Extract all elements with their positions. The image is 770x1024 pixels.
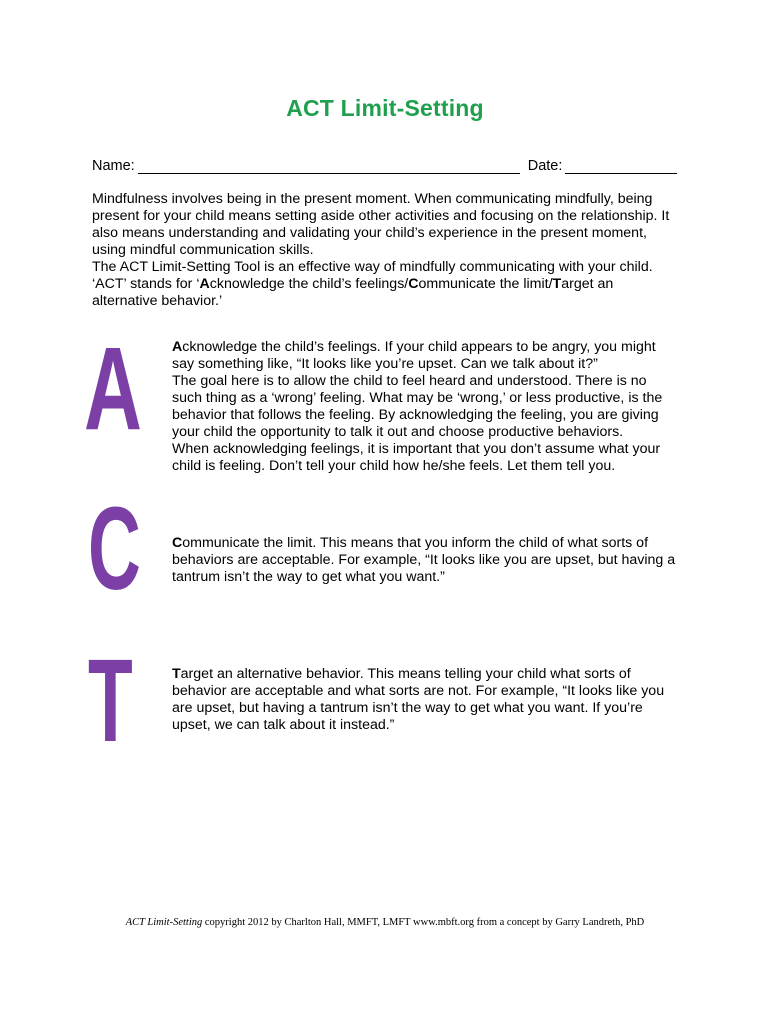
copyright-footer — [0, 917, 770, 928]
acknowledge-paragraph-2: The goal here is to allow the child to feel heard and understood. There is no such thing as a ‘wrong’ feeling. What may be ‘wrong,’ or less productive, is the behavior that follows the feeling. By acknowledging the feeling, you are giving your child the opportunity to talk it out and choose productive behaviors. — [172, 373, 663, 440]
communicate-text: ommunicate the limit. This means that you inform the child of what sorts of behaviors are acceptable. For example, “It looks like you are upset, but having a tantrum isn’t the way to get what you want.” — [172, 535, 676, 585]
big-letter-c: C — [88, 483, 141, 615]
section-target — [172, 666, 677, 734]
intro-bold-a: A — [199, 276, 210, 292]
intro-paragraph-1: Mindfulness involves being in the present moment. When communicating mindfully, being present for your child means setting aside other activities and focusing on the relationship. It also means understanding and validating your child’s experience in the present moment, using mindful communication skills. — [92, 191, 670, 258]
name-label: Name: — [92, 158, 135, 174]
date-field[interactable] — [565, 161, 677, 174]
intro-p2-t-rest: arget an alternative behavior.’ — [92, 276, 614, 309]
section-acknowledge — [172, 339, 677, 475]
acknowledge-p1-text: cknowledge the child’s feelings. If your child appears to be angry, you might say something like, “It looks like you’re upset. Can we talk about it?” — [172, 339, 656, 372]
footer-text: copyright 2012 by Charlton Hall, MMFT, LMFT www.mbft.org from a concept by Garry Landreth, PhD — [202, 917, 645, 928]
communicate-bold-initial: C — [172, 535, 183, 551]
intro-p2-start: The ACT Limit-Setting Tool is an effective way of mindfully communicating with your child. ‘ACT’ stands for ‘ — [92, 259, 653, 292]
intro-p2-c-rest: ommunicate the limit/ — [418, 276, 553, 292]
target-bold-initial: T — [172, 666, 181, 682]
section-communicate — [172, 535, 677, 586]
intro-text — [92, 191, 680, 310]
acknowledge-paragraph-3: When acknowledging feelings, it is important that you don’t assume what your child is feeling. Don’t tell your child how he/she feels. Let them tell you. — [172, 441, 661, 474]
communicate-paragraph — [172, 535, 677, 586]
target-text: arget an alternative behavior. This means telling your child what sorts of behavior are acceptable and what sorts are not. For example, “It looks like you are upset, but having a tantrum isn’t the way to get what you want. If you’re upset, we can talk about it instead.” — [172, 666, 665, 733]
page-title: ACT Limit-Setting — [286, 95, 484, 121]
footer-italic-title: ACT Limit-Setting — [125, 917, 203, 928]
target-paragraph — [172, 666, 677, 734]
intro-bold-t: T — [552, 276, 562, 292]
name-date-row — [92, 158, 680, 174]
name-field[interactable] — [138, 161, 520, 174]
big-letter-a: A — [84, 323, 142, 455]
acknowledge-paragraph-1 — [172, 339, 677, 373]
intro-paragraph-2 — [92, 259, 680, 310]
acknowledge-bold-initial: A — [172, 339, 183, 355]
date-label: Date: — [527, 158, 563, 174]
intro-bold-c: C — [408, 276, 419, 292]
big-letter-t: T — [88, 635, 133, 767]
intro-p2-a-rest: cknowledge the child’s feelings/ — [209, 276, 409, 292]
